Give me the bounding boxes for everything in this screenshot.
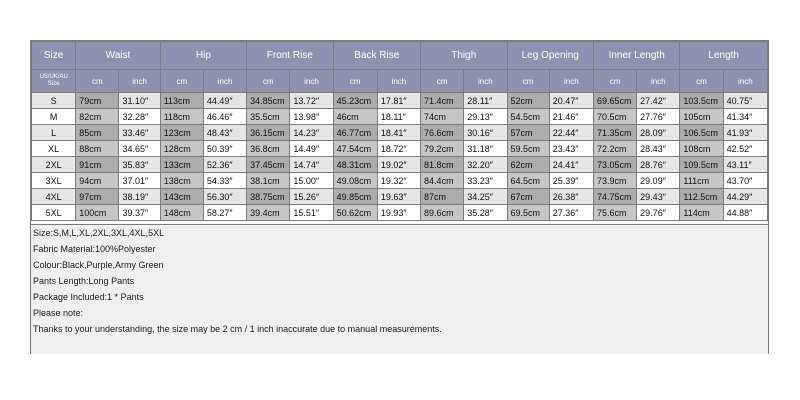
inch-value-cell: 29.76″ — [637, 205, 680, 221]
unit-inch-header: inch — [203, 70, 246, 93]
size-table — [31, 41, 768, 221]
cm-value-cell: 47.54cm — [333, 141, 377, 157]
inch-value-cell: 39.37″ — [119, 205, 160, 221]
column-header: Length — [680, 42, 768, 70]
cm-value-cell: 79cm — [76, 93, 119, 109]
size-cell: 3XL — [32, 173, 76, 189]
inch-value-cell: 48.43″ — [203, 125, 246, 141]
inch-value-cell: 26.38″ — [549, 189, 593, 205]
cm-value-cell: 106.5cm — [680, 125, 723, 141]
cm-value-cell: 69.5cm — [507, 205, 549, 221]
cm-value-cell: 49.85cm — [333, 189, 377, 205]
cm-value-cell: 39.4cm — [247, 205, 290, 221]
inch-value-cell: 32.28″ — [119, 109, 160, 125]
inch-value-cell: 33.23″ — [464, 173, 507, 189]
inch-value-cell: 37.01″ — [119, 173, 160, 189]
inch-value-cell: 29.13″ — [464, 109, 507, 125]
inch-value-cell: 21.46″ — [549, 109, 593, 125]
cm-value-cell: 111cm — [680, 173, 723, 189]
cm-value-cell: 112.5cm — [680, 189, 723, 205]
cm-value-cell: 88cm — [76, 141, 119, 157]
unit-inch-header: inch — [119, 70, 160, 93]
table-row — [32, 157, 768, 173]
inch-value-cell: 13.98″ — [290, 109, 333, 125]
inch-value-cell: 19.32″ — [377, 173, 420, 189]
column-header: Waist — [76, 42, 160, 70]
note-line: Thanks to your understanding, the size may be 2 cm / 1 inch inaccurate due to manual measurements. — [33, 324, 442, 334]
cm-value-cell: 57cm — [507, 125, 549, 141]
inch-value-cell: 46.46″ — [203, 109, 246, 125]
column-header: Size — [32, 42, 76, 70]
inch-value-cell: 28.76″ — [637, 157, 680, 173]
inch-value-cell: 41.34″ — [723, 109, 767, 125]
inch-value-cell: 27.76″ — [637, 109, 680, 125]
inch-value-cell: 28.43″ — [637, 141, 680, 157]
table-row — [32, 93, 768, 109]
inch-value-cell: 35.28″ — [464, 205, 507, 221]
table-header — [32, 42, 768, 93]
cm-value-cell: 54.5cm — [507, 109, 549, 125]
inch-value-cell: 32.20″ — [464, 157, 507, 173]
cm-value-cell: 123cm — [160, 125, 203, 141]
cm-value-cell: 91cm — [76, 157, 119, 173]
inch-value-cell: 31.10″ — [119, 93, 160, 109]
inch-value-cell: 44.49″ — [203, 93, 246, 109]
unit-inch-header: inch — [549, 70, 593, 93]
table-row — [32, 125, 768, 141]
size-cell: 4XL — [32, 189, 76, 205]
cm-value-cell: 128cm — [160, 141, 203, 157]
cm-value-cell: 75.6cm — [593, 205, 636, 221]
inch-value-cell: 29.09″ — [637, 173, 680, 189]
cm-value-cell: 74cm — [421, 109, 464, 125]
cm-value-cell: 64.5cm — [507, 173, 549, 189]
cm-value-cell: 79.2cm — [421, 141, 464, 157]
unit-cm-header: cm — [333, 70, 377, 93]
size-cell: 5XL — [32, 205, 76, 221]
cm-value-cell: 148cm — [160, 205, 203, 221]
cm-value-cell: 45.23cm — [333, 93, 377, 109]
column-header: Front Rise — [247, 42, 333, 70]
inch-value-cell: 40.75″ — [723, 93, 767, 109]
cm-value-cell: 36.8cm — [247, 141, 290, 157]
cm-value-cell: 103.5cm — [680, 93, 723, 109]
size-cell: 2XL — [32, 157, 76, 173]
inch-value-cell: 56.30″ — [203, 189, 246, 205]
inch-value-cell: 20.47″ — [549, 93, 593, 109]
unit-inch-header: inch — [290, 70, 333, 93]
cm-value-cell: 62cm — [507, 157, 549, 173]
cm-value-cell: 105cm — [680, 109, 723, 125]
table-row — [32, 205, 768, 221]
column-header: Leg Opening — [507, 42, 593, 70]
cm-value-cell: 81.8cm — [421, 157, 464, 173]
inch-value-cell: 19.63″ — [377, 189, 420, 205]
cm-value-cell: 143cm — [160, 189, 203, 205]
note-line: Please note: — [33, 308, 84, 318]
column-header: Thigh — [421, 42, 507, 70]
inch-value-cell: 27.42″ — [637, 93, 680, 109]
cm-value-cell: 133cm — [160, 157, 203, 173]
cm-value-cell: 100cm — [76, 205, 119, 221]
unit-inch-header: inch — [637, 70, 680, 93]
inch-value-cell: 38.19″ — [119, 189, 160, 205]
table-row — [32, 141, 768, 157]
cm-value-cell: 138cm — [160, 173, 203, 189]
cm-value-cell: 46.77cm — [333, 125, 377, 141]
inch-value-cell: 15.00″ — [290, 173, 333, 189]
cm-value-cell: 50.62cm — [333, 205, 377, 221]
inch-value-cell: 28.09″ — [637, 125, 680, 141]
note-line: Colour:Black,Purple,Army Green — [33, 260, 164, 270]
inch-value-cell: 18.11″ — [377, 109, 420, 125]
cm-value-cell: 36.15cm — [247, 125, 290, 141]
cm-value-cell: 87cm — [421, 189, 464, 205]
cm-value-cell: 84.4cm — [421, 173, 464, 189]
inch-value-cell: 58.27″ — [203, 205, 246, 221]
inch-value-cell: 17.81″ — [377, 93, 420, 109]
inch-value-cell: 19.02″ — [377, 157, 420, 173]
size-cell: XL — [32, 141, 76, 157]
cm-value-cell: 69.65cm — [593, 93, 636, 109]
cm-value-cell: 113cm — [160, 93, 203, 109]
cm-value-cell: 72.2cm — [593, 141, 636, 157]
inch-value-cell: 43.70″ — [723, 173, 767, 189]
inch-value-cell: 15.51″ — [290, 205, 333, 221]
cm-value-cell: 73.05cm — [593, 157, 636, 173]
cm-value-cell: 97cm — [76, 189, 119, 205]
header-row — [32, 42, 768, 70]
unit-cm-header: cm — [421, 70, 464, 93]
product-notes — [31, 224, 768, 354]
unit-cm-header: cm — [160, 70, 203, 93]
note-line: Size:S,M,L,XL,2XL,3XL,4XL,5XL — [33, 228, 165, 238]
cm-value-cell: 48.31cm — [333, 157, 377, 173]
unit-cm-header: cm — [247, 70, 290, 93]
inch-value-cell: 18.41″ — [377, 125, 420, 141]
cm-value-cell: 82cm — [76, 109, 119, 125]
note-line: Package Included:1 * Pants — [33, 292, 144, 302]
inch-value-cell: 52.36″ — [203, 157, 246, 173]
inch-value-cell: 28.11″ — [464, 93, 507, 109]
unit-inch-header: inch — [377, 70, 420, 93]
cm-value-cell: 46cm — [333, 109, 377, 125]
cm-value-cell: 108cm — [680, 141, 723, 157]
cm-value-cell: 52cm — [507, 93, 549, 109]
unit-inch-header: inch — [464, 70, 507, 93]
cm-value-cell: 34.85cm — [247, 93, 290, 109]
inch-value-cell: 33.46″ — [119, 125, 160, 141]
unit-row — [32, 70, 768, 93]
column-header: Inner Length — [593, 42, 679, 70]
inch-value-cell: 54.33″ — [203, 173, 246, 189]
inch-value-cell: 35.83″ — [119, 157, 160, 173]
column-header: Hip — [160, 42, 246, 70]
cm-value-cell: 38.1cm — [247, 173, 290, 189]
cm-value-cell: 94cm — [76, 173, 119, 189]
inch-value-cell: 44.88″ — [723, 205, 767, 221]
inch-value-cell: 50.39″ — [203, 141, 246, 157]
cm-value-cell: 71.4cm — [421, 93, 464, 109]
cm-value-cell: 71.35cm — [593, 125, 636, 141]
inch-value-cell: 18.72″ — [377, 141, 420, 157]
cm-value-cell: 70.5cm — [593, 109, 636, 125]
size-cell: L — [32, 125, 76, 141]
inch-value-cell: 41.93″ — [723, 125, 767, 141]
cm-value-cell: 49.08cm — [333, 173, 377, 189]
size-system-label: US/UK/AU Size — [32, 70, 76, 93]
inch-value-cell: 25.39″ — [549, 173, 593, 189]
table-row — [32, 109, 768, 125]
cm-value-cell: 35.5cm — [247, 109, 290, 125]
size-cell: M — [32, 109, 76, 125]
cm-value-cell: 85cm — [76, 125, 119, 141]
cm-value-cell: 73.9cm — [593, 173, 636, 189]
inch-value-cell: 43.11″ — [723, 157, 767, 173]
note-line: Fabric Material:100%Polyester — [33, 244, 156, 254]
unit-cm-header: cm — [680, 70, 723, 93]
size-cell: S — [32, 93, 76, 109]
inch-value-cell: 42.52″ — [723, 141, 767, 157]
cm-value-cell: 89.6cm — [421, 205, 464, 221]
unit-cm-header: cm — [593, 70, 636, 93]
inch-value-cell: 14.74″ — [290, 157, 333, 173]
unit-inch-header: inch — [723, 70, 767, 93]
unit-cm-header: cm — [76, 70, 119, 93]
inch-value-cell: 29.43″ — [637, 189, 680, 205]
table-body — [32, 93, 768, 221]
cm-value-cell: 59.5cm — [507, 141, 549, 157]
inch-value-cell: 22.44″ — [549, 125, 593, 141]
column-header: Back Rise — [333, 42, 420, 70]
size-chart — [30, 40, 769, 354]
unit-cm-header: cm — [507, 70, 549, 93]
table-row — [32, 173, 768, 189]
inch-value-cell: 44.29″ — [723, 189, 767, 205]
cm-value-cell: 114cm — [680, 205, 723, 221]
inch-value-cell: 30.16″ — [464, 125, 507, 141]
cm-value-cell: 67cm — [507, 189, 549, 205]
inch-value-cell: 24.41″ — [549, 157, 593, 173]
inch-value-cell: 31.18″ — [464, 141, 507, 157]
inch-value-cell: 19.93″ — [377, 205, 420, 221]
inch-value-cell: 34.25″ — [464, 189, 507, 205]
table-row — [32, 189, 768, 205]
cm-value-cell: 118cm — [160, 109, 203, 125]
inch-value-cell: 13.72″ — [290, 93, 333, 109]
inch-value-cell: 34.65″ — [119, 141, 160, 157]
cm-value-cell: 38.75cm — [247, 189, 290, 205]
inch-value-cell: 27.36″ — [549, 205, 593, 221]
cm-value-cell: 74.75cm — [593, 189, 636, 205]
cm-value-cell: 109.5cm — [680, 157, 723, 173]
inch-value-cell: 14.49″ — [290, 141, 333, 157]
cm-value-cell: 76.6cm — [421, 125, 464, 141]
inch-value-cell: 23.43″ — [549, 141, 593, 157]
note-line: Pants Length:Long Pants — [33, 276, 135, 286]
inch-value-cell: 15.26″ — [290, 189, 333, 205]
inch-value-cell: 14.23″ — [290, 125, 333, 141]
cm-value-cell: 37.45cm — [247, 157, 290, 173]
